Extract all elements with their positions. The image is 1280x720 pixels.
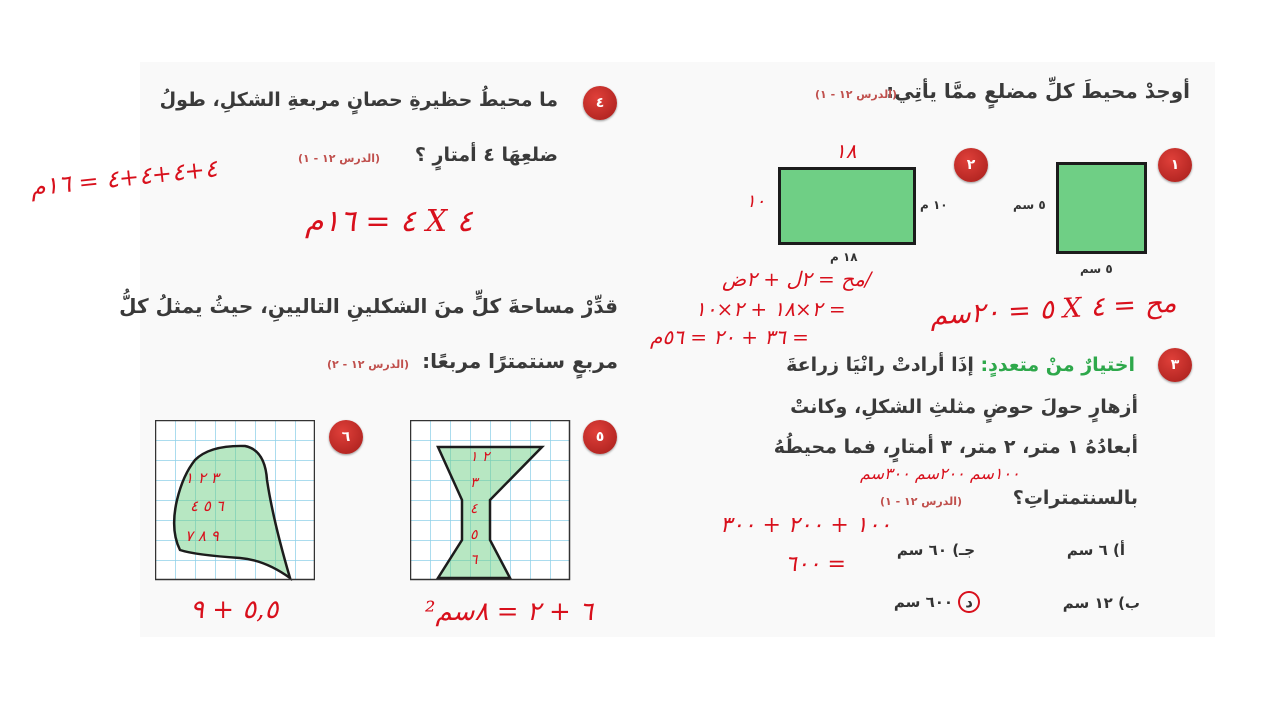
area-lesson-ref: (الدرس ١٢ - ٢)	[327, 358, 410, 371]
rectangle-side-label: ١٠ م	[920, 198, 948, 212]
annotation-q3-total: = ٦٠٠	[785, 552, 846, 577]
q3-label: اختيارٌ منْ متعددٍ:	[980, 354, 1135, 376]
option-a[interactable]: أ) ٦ سم	[1066, 541, 1125, 559]
question-badge-3: ٣	[1158, 348, 1192, 382]
grid-figure-6	[155, 420, 315, 581]
q3-line2: أزهارٍ حولَ حوضٍ مثلثِ الشكلِ، وكانتْ	[790, 396, 1138, 418]
square-bottom-label: ٥ سم	[1080, 262, 1113, 276]
question-badge-2: ٢	[954, 148, 988, 182]
q3-line4: بالسنتمتراتِ؟	[1012, 487, 1138, 509]
question-badge-5: ٥	[583, 420, 617, 454]
annotation-q6-answer: ٥,٥ + ٩	[190, 595, 279, 625]
square-shape	[1056, 162, 1147, 254]
annotation-q6-count-row3: ٩ ٨ ٧	[185, 527, 219, 545]
option-d[interactable]	[894, 591, 980, 613]
q4-line1: ما محيطُ حظيرةِ حصانٍ مربعةِ الشكلِ، طولُ	[159, 89, 558, 111]
option-b[interactable]: ب) ١٢ سم	[1062, 594, 1140, 612]
annotation-q2-substitution: = ٢×١٨ + ٢×١٠	[695, 297, 846, 321]
q3-line3: أبعادُهُ ١ متر، ٢ متر، ٣ أمتارٍ، فما محيطُهُ	[773, 436, 1138, 458]
annotation-q5-count-bottom: ٦	[470, 552, 478, 568]
question-badge-1: ١	[1158, 148, 1192, 182]
perimeter-instruction: أوجدْ محيطَ كلِّ مضلعٍ ممَّا يأتِي:	[886, 79, 1190, 103]
annotation-q5-count-upper: ٣	[470, 475, 478, 491]
option-c[interactable]: جـ) ٦٠ سم	[896, 541, 975, 559]
q4-lesson-ref: (الدرس ١٢ - ١)	[298, 152, 381, 165]
rectangle-shape	[778, 167, 916, 245]
q3-line1-text: إذَا أرادتْ رانْيَا زراعةَ	[786, 354, 974, 376]
area-instruction-line2: مربعٍ سنتمترًا مربعًا:	[422, 349, 618, 373]
annotation-q2-result: = ٣٦ + ٢٠ = ٥٦م	[650, 325, 809, 349]
annotation-q2-formula: /مح = ٢ل + ٢ض	[722, 267, 872, 291]
q3-lesson-ref: (الدرس ١٢ - ١)	[880, 495, 963, 508]
annotation-q1-result: مح = ٤ X ٥ = ٢٠سم	[929, 287, 1178, 332]
annotation-q5-count-low: ٥	[470, 527, 478, 543]
annotation-q5-count-top: ٢ ١	[470, 449, 490, 465]
annotation-q4-sum: ٤+٤+٤+٤ = ١٦م	[29, 154, 219, 202]
area-instruction-line1: قدِّرْ مساحةَ كلٍّ منَ الشكلينِ التاليينِ، حيثُ يمثلُ كلُّ	[119, 294, 618, 318]
annotation-q5-answer: ٦ + ٢ = ٨سم²	[425, 597, 594, 627]
annotation-q2-left: ١٠	[746, 191, 766, 212]
annotation-q2-top: ١٨	[835, 139, 857, 163]
annotation-q6-count-row1: ٣ ٢ ١	[185, 469, 219, 487]
annotation-q6-count-row2: ٦ ٥ ٤	[190, 497, 224, 515]
option-d-letter: د	[958, 591, 980, 613]
annotation-q3-sum: ١٠٠ + ٢٠٠ + ٣٠٠	[720, 513, 892, 538]
option-d-text: ٦٠٠ سم	[893, 593, 954, 611]
square-side-label: ٥ سم	[1013, 198, 1046, 212]
rectangle-bottom-label: ١٨ م	[830, 250, 858, 264]
annotation-q3-conversion: ١٠٠سم ٢٠٠سم ٣٠٠سم	[860, 464, 1020, 483]
question-badge-6: ٦	[329, 420, 363, 454]
annotation-q5-count-mid: ٤	[470, 501, 478, 517]
annotation-q4-product: ٤ X ٤ = ١٦م	[305, 204, 473, 239]
q4-line2: ضلعِهَا ٤ أمتارٍ ؟	[414, 144, 558, 166]
lesson-ref: (الدرس ١٢ - ١)	[815, 88, 898, 101]
question-badge-4: ٤	[583, 86, 617, 120]
q3-line1	[786, 355, 1135, 377]
grid-figure-5	[410, 420, 571, 581]
